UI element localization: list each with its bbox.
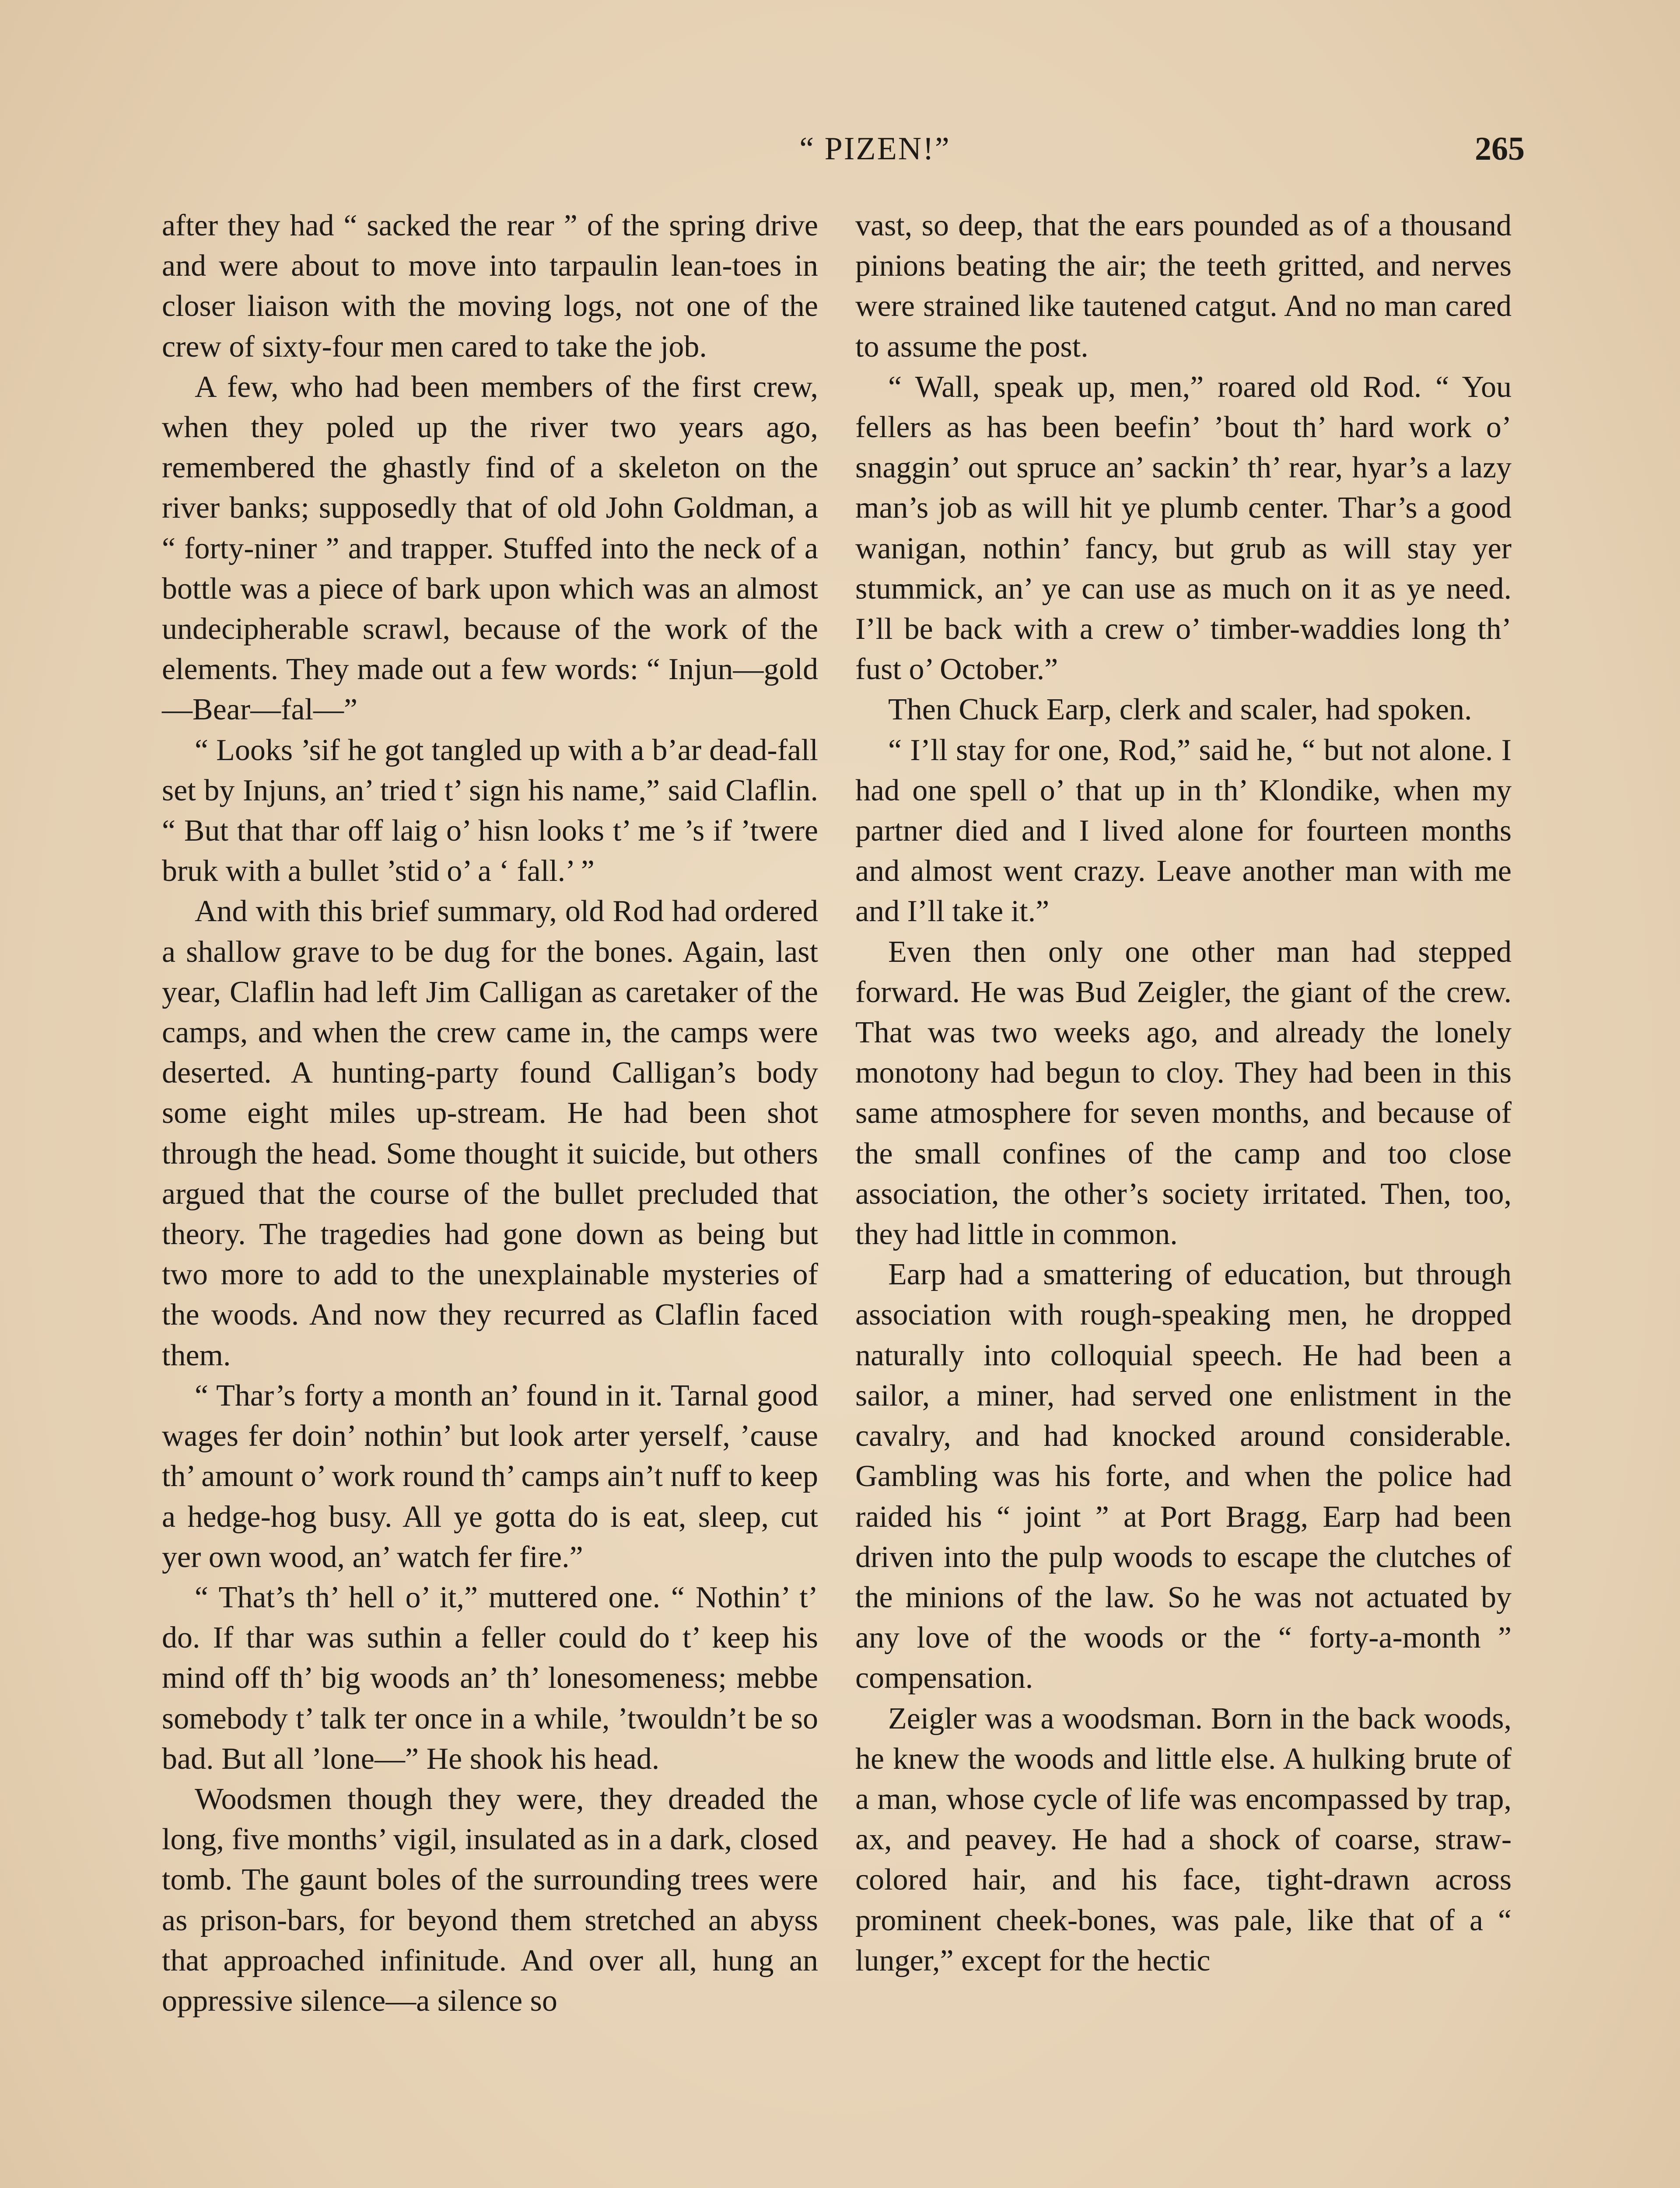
page-header bbox=[0, 127, 1680, 188]
text-column-left bbox=[162, 206, 818, 2021]
paragraph: “ Thar’s forty a month an’ found in it. Tarnal good wages fer doin’ nothin’ but look arter yerself, ’cause th’ amount o’ work round th’ camps ain’t nuff to keep a hedge-hog busy. All ye gotta do is eat, sleep, cut yer own wood, an’ watch fer fire.” bbox=[162, 1378, 818, 1574]
running-title: “ PIZEN!” bbox=[799, 131, 951, 167]
paragraph: Zeigler was a woodsman. Born in the back woods, he knew the woods and little else. A hulking brute of a man, whose cycle of life was encompassed by trap, ax, and peavey. He had a shock of coarse, straw-colored hair, and his face, tight-drawn across prominent cheek-bones, was pale, like that of a “ lunger,” except for the hectic bbox=[855, 1701, 1512, 1978]
paragraph: And with this brief summary, old Rod had ordered a shallow grave to be dug for the bones. Again, last year, Claflin had left Jim Calligan as caretaker of the camps, and when the crew came in, the camps were deserted. A hunting-party found Calligan’s body some eight miles up-stream. He had been shot through the head. Some thought it suicide, but others argued that the course of the bullet precluded that theory. The tragedies had gone down as being but two more to add to the unexplainable mysteries of the woods. And now they recurred as Claflin faced them. bbox=[162, 894, 818, 1372]
paragraph: Even then only one other man had stepped forward. He was Bud Zeigler, the giant of the crew. That was two weeks ago, and already the lonely monotony had begun to cloy. They had been in this same atmosphere for seven months, and because of the small confines of the camp and too close association, the other’s society irritated. Then, too, they had little in common. bbox=[855, 935, 1512, 1252]
paragraph: Earp had a smattering of education, but through association with rough-speaking men, he dropped naturally into colloquial speech. He had been a sailor, a miner, had served one enlistment in the cavalry, and had knocked around considerable. Gambling was his forte, and when the police had raided his “ joint ” at Port Bragg, Earp had been driven into the pulp woods to escape the clutches of the minions of the law. So he was not actuated by any love of the woods or the “ forty-a-month ” compensation. bbox=[855, 1258, 1512, 1695]
text-column-right bbox=[855, 206, 1512, 1981]
paragraph: “ That’s th’ hell o’ it,” muttered one. “ Nothin’ t’ do. If thar was suthin a feller could do t’ keep his mind off th’ big woods an’ th’ lonesomeness; mebbe somebody t’ talk ter once in a while, ’twouldn’t be so bad. But all ’lone—” He shook his head. bbox=[162, 1580, 818, 1776]
paragraph: Then Chuck Earp, clerk and scaler, had spoken. bbox=[888, 693, 1472, 727]
paragraph: after they had “ sacked the rear ” of the spring drive and were about to move into tarpaulin lean-toes in closer liaison with the moving logs, not one of the crew of sixty-four men cared to take the job. bbox=[162, 209, 818, 364]
paragraph: “ I’ll stay for one, Rod,” said he, “ but not alone. I had one spell o’ that up in th’ Klondike, when my partner died and I lived alone for fourteen months and almost went crazy. Leave another man with me and I’ll take it.” bbox=[855, 733, 1512, 929]
paragraph: vast, so deep, that the ears pounded as of a thousand pinions beating the air; the teeth gritted, and nerves were strained like tautened catgut. And no man cared to assume the post. bbox=[855, 209, 1512, 364]
paragraph: Woodsmen though they were, they dreaded the long, five months’ vigil, insulated as in a dark, closed tomb. The gaunt boles of the surrounding trees were as prison-bars, for beyond them stretched an abyss that approached infinitude. And over all, hung an oppressive silence—a silence so bbox=[162, 1782, 818, 2018]
paragraph: “ Looks ’sif he got tangled up with a b’ar dead-fall set by Injuns, an’ tried t’ sign his name,” said Claflin. “ But that thar off laig o’ hisn looks t’ me ’s if ’twere bruk with a bullet ’stid o’ a ‘ fall.’ ” bbox=[162, 733, 818, 888]
page-number: 265 bbox=[1475, 130, 1525, 167]
paragraph: A few, who had been members of the first crew, when they poled up the river two years ago, remembered the ghastly find of a skeleton on the river banks; supposedly that of old John Goldman, a “ forty-niner ” and trapper. Stuffed into the neck of a bottle was a piece of bark upon which was an almost undecipherable scrawl, because of the work of the elements. They made out a few words: “ Injun—gold—Bear—fal—” bbox=[162, 370, 818, 727]
paragraph: “ Wall, speak up, men,” roared old Rod. “ You fellers as has been beefin’ ’bout th’ hard work o’ snaggin’ out spruce an’ sackin’ th’ rear, hyar’s a lazy man’s job as will hit ye plumb center. Thar’s a good wanigan, nothin’ fancy, but grub as will stay yer stummick, an’ ye can use as much on it as ye need. I’ll be back with a crew o’ timber-waddies long th’ fust o’ October.” bbox=[855, 370, 1512, 687]
